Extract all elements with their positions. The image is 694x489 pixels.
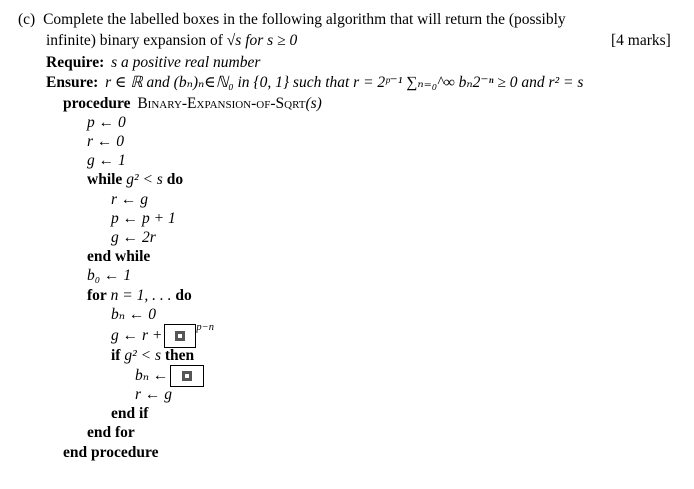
code-b0-init: b₀ ← 1 bbox=[87, 267, 132, 284]
procedure-arg: (s) bbox=[305, 95, 322, 112]
ensure-text: r ∈ ℝ and (bₙ)ₙ∈ℕ₀ in {0, 1} such that r = 2ᵖ⁻¹ ∑ₙ₌₀^∞ bₙ2⁻ⁿ ≥ 0 and r² = s bbox=[105, 74, 584, 91]
code-for-line bbox=[87, 287, 192, 305]
code-g-double: g ← 2r bbox=[111, 229, 156, 246]
for-do-keyword: do bbox=[175, 287, 192, 304]
require-line bbox=[46, 54, 260, 72]
do-keyword: do bbox=[166, 171, 184, 188]
code-bn-zero: bₙ ← 0 bbox=[111, 306, 157, 323]
bn-assign-text: bₙ ← bbox=[135, 367, 169, 384]
procedure-keyword: procedure bbox=[63, 95, 131, 112]
code-p-incr: p ← p + 1 bbox=[111, 210, 176, 227]
g-assign-exponent: p−n bbox=[196, 322, 214, 333]
question-text-2: infinite) binary expansion of bbox=[46, 32, 223, 49]
question-line-1 bbox=[18, 11, 566, 29]
if-condition: g² < s bbox=[124, 347, 161, 364]
answer-box-icon bbox=[175, 331, 185, 341]
while-condition: g² < s bbox=[126, 171, 163, 188]
then-keyword: then bbox=[164, 347, 195, 364]
code-g-init: g ← 1 bbox=[87, 152, 126, 169]
answer-box-2[interactable] bbox=[170, 365, 204, 387]
for-keyword: for bbox=[87, 287, 107, 304]
code-r-assign-g: r ← g bbox=[111, 191, 149, 208]
code-end-for: end for bbox=[87, 424, 135, 441]
code-bn-assign-line bbox=[135, 364, 204, 388]
require-text: s a positive real number bbox=[111, 54, 261, 71]
answer-box-icon bbox=[182, 371, 192, 381]
procedure-line bbox=[63, 95, 322, 113]
code-if-line bbox=[111, 347, 194, 365]
question-text-1: Complete the labelled boxes in the following algorithm that will return the (possibly bbox=[43, 11, 566, 28]
while-keyword: while bbox=[87, 171, 123, 188]
question-label: (c) bbox=[18, 11, 36, 28]
answer-box-1[interactable] bbox=[164, 324, 196, 348]
marks-label: [4 marks] bbox=[611, 32, 671, 49]
code-r-assign-g2: r ← g bbox=[135, 386, 173, 403]
for-condition: n = 1, . . . bbox=[110, 287, 172, 304]
ensure-line bbox=[46, 74, 583, 92]
procedure-end: end procedure bbox=[63, 444, 159, 461]
code-end-if: end if bbox=[111, 405, 149, 422]
ensure-keyword: Ensure: bbox=[46, 74, 99, 91]
require-keyword: Require: bbox=[46, 54, 105, 71]
code-while-line bbox=[87, 171, 183, 189]
question-line-2 bbox=[46, 32, 297, 50]
question-math: √s for s ≥ 0 bbox=[226, 32, 298, 49]
procedure-name: Binary-Expansion-of-Sqrt bbox=[137, 95, 306, 112]
g-assign-text: g ← r + bbox=[111, 327, 163, 344]
if-keyword: if bbox=[111, 347, 121, 364]
code-end-while: end while bbox=[87, 248, 151, 265]
code-r-init: r ← 0 bbox=[87, 133, 125, 150]
code-p-init: p ← 0 bbox=[87, 114, 126, 131]
